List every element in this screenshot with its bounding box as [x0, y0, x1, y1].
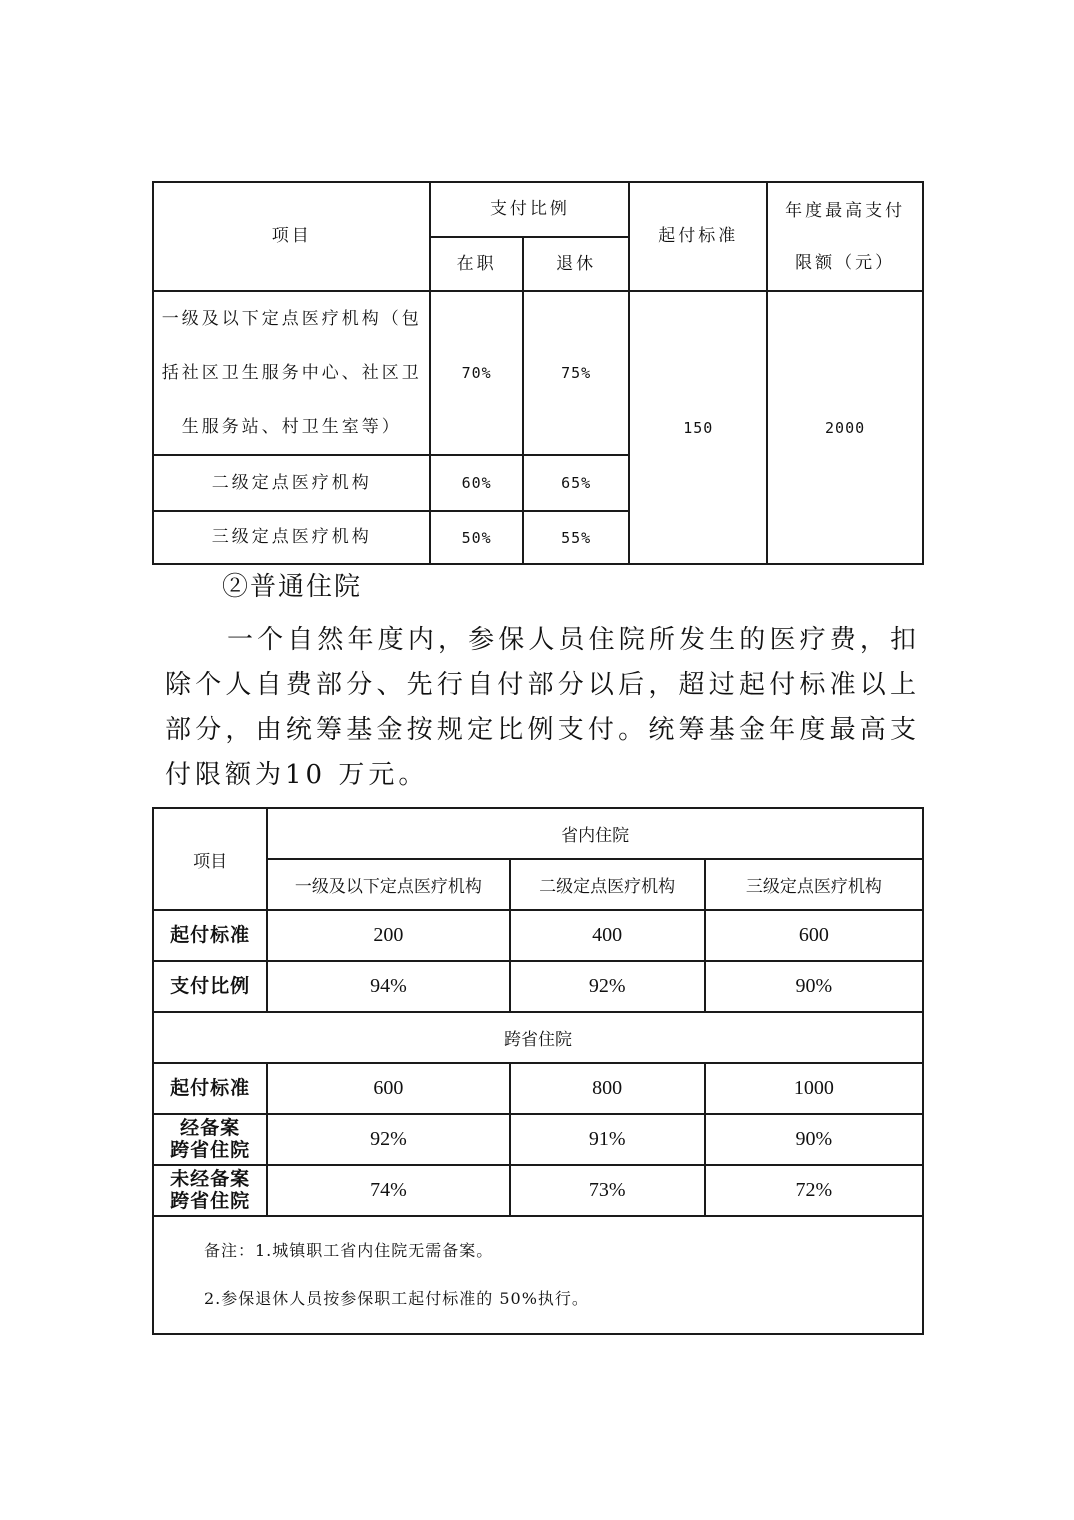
remark-2: 2.参保退休人员按参保职工起付标准的 50%执行。: [204, 1289, 589, 1308]
row-level2-label: 二级定点医疗机构: [153, 455, 430, 511]
cross-threshold-level1: 600: [267, 1063, 510, 1114]
header-threshold: 起付标准: [629, 182, 767, 291]
unfiled-cross-label: [153, 1165, 267, 1216]
cross-threshold-level3: 1000: [705, 1063, 923, 1114]
outpatient-payment-table: [152, 181, 924, 565]
in-ratio-label: 支付比例: [153, 961, 267, 1012]
section-heading: ②普通住院: [222, 572, 363, 602]
header-level1: 一级及以下定点医疗机构: [267, 859, 510, 910]
header-level2: 二级定点医疗机构: [510, 859, 705, 910]
in-ratio-level3: 90%: [705, 961, 923, 1012]
in-threshold-level1: 200: [267, 910, 510, 961]
header-item: 项目: [153, 182, 430, 291]
row-level3-label: 三级定点医疗机构: [153, 511, 430, 564]
row-level2-retired: 65%: [523, 455, 630, 511]
row-level2-working: 60%: [430, 455, 522, 511]
filed-cross-label-line1: 经备案: [180, 1116, 241, 1139]
annual-max-value: 2000: [767, 291, 923, 564]
threshold-value: 150: [629, 291, 767, 564]
header-working: 在职: [430, 237, 522, 291]
unfiled-cross-label-line1: 未经备案: [170, 1167, 251, 1190]
unfiled-cross-level3: 72%: [705, 1165, 923, 1216]
unfiled-cross-label-line2: 跨省住院: [170, 1189, 251, 1212]
row-level1-working: 70%: [430, 291, 522, 455]
header-cross-province: 跨省住院: [153, 1012, 923, 1063]
header-annual-max: [767, 182, 923, 291]
body-paragraph: 一个自然年度内，参保人员住院所发生的医疗费，扣除个人自费部分、先行自付部分以后，超过起付标准以上部分，由统筹基金按规定比例支付。统筹基金年度最高支付限额为10 万元。: [165, 625, 920, 790]
filed-cross-label-line2: 跨省住院: [170, 1138, 251, 1161]
row-level3-working: 50%: [430, 511, 522, 564]
in-threshold-label: 起付标准: [153, 910, 267, 961]
cross-threshold-label: 起付标准: [153, 1063, 267, 1114]
row-level1-label-line3: 生服务站、村卫生室等）: [181, 417, 402, 437]
header-retired: 退休: [523, 237, 630, 291]
filed-cross-level1: 92%: [267, 1114, 510, 1165]
header-annual-max-line1: 年度最高支付: [785, 200, 906, 221]
filed-cross-level3: 90%: [705, 1114, 923, 1165]
in-ratio-level1: 94%: [267, 961, 510, 1012]
row-level1-label-line2: 括社区卫生服务中心、社区卫: [161, 363, 422, 383]
remark-1: 备注：1.城镇职工省内住院无需备案。: [204, 1241, 494, 1260]
inpatient-payment-table: [152, 807, 924, 1335]
row-level1-label-line1: 一级及以下定点医疗机构（包: [161, 309, 422, 329]
header-in-province: 省内住院: [267, 808, 923, 859]
in-threshold-level3: 600: [705, 910, 923, 961]
row-level3-retired: 55%: [523, 511, 630, 564]
unfiled-cross-level1: 74%: [267, 1165, 510, 1216]
header-level3: 三级定点医疗机构: [705, 859, 923, 910]
filed-cross-label: [153, 1114, 267, 1165]
header-item: 项目: [153, 808, 267, 910]
cross-threshold-level2: 800: [510, 1063, 705, 1114]
header-annual-max-line2: 限额（元）: [795, 252, 896, 273]
row-level1-label: [153, 291, 430, 455]
remarks: [153, 1216, 923, 1334]
header-payment-ratio: 支付比例: [430, 182, 629, 237]
unfiled-cross-level2: 73%: [510, 1165, 705, 1216]
filed-cross-level2: 91%: [510, 1114, 705, 1165]
row-level1-retired: 75%: [523, 291, 630, 455]
in-ratio-level2: 92%: [510, 961, 705, 1012]
in-threshold-level2: 400: [510, 910, 705, 961]
